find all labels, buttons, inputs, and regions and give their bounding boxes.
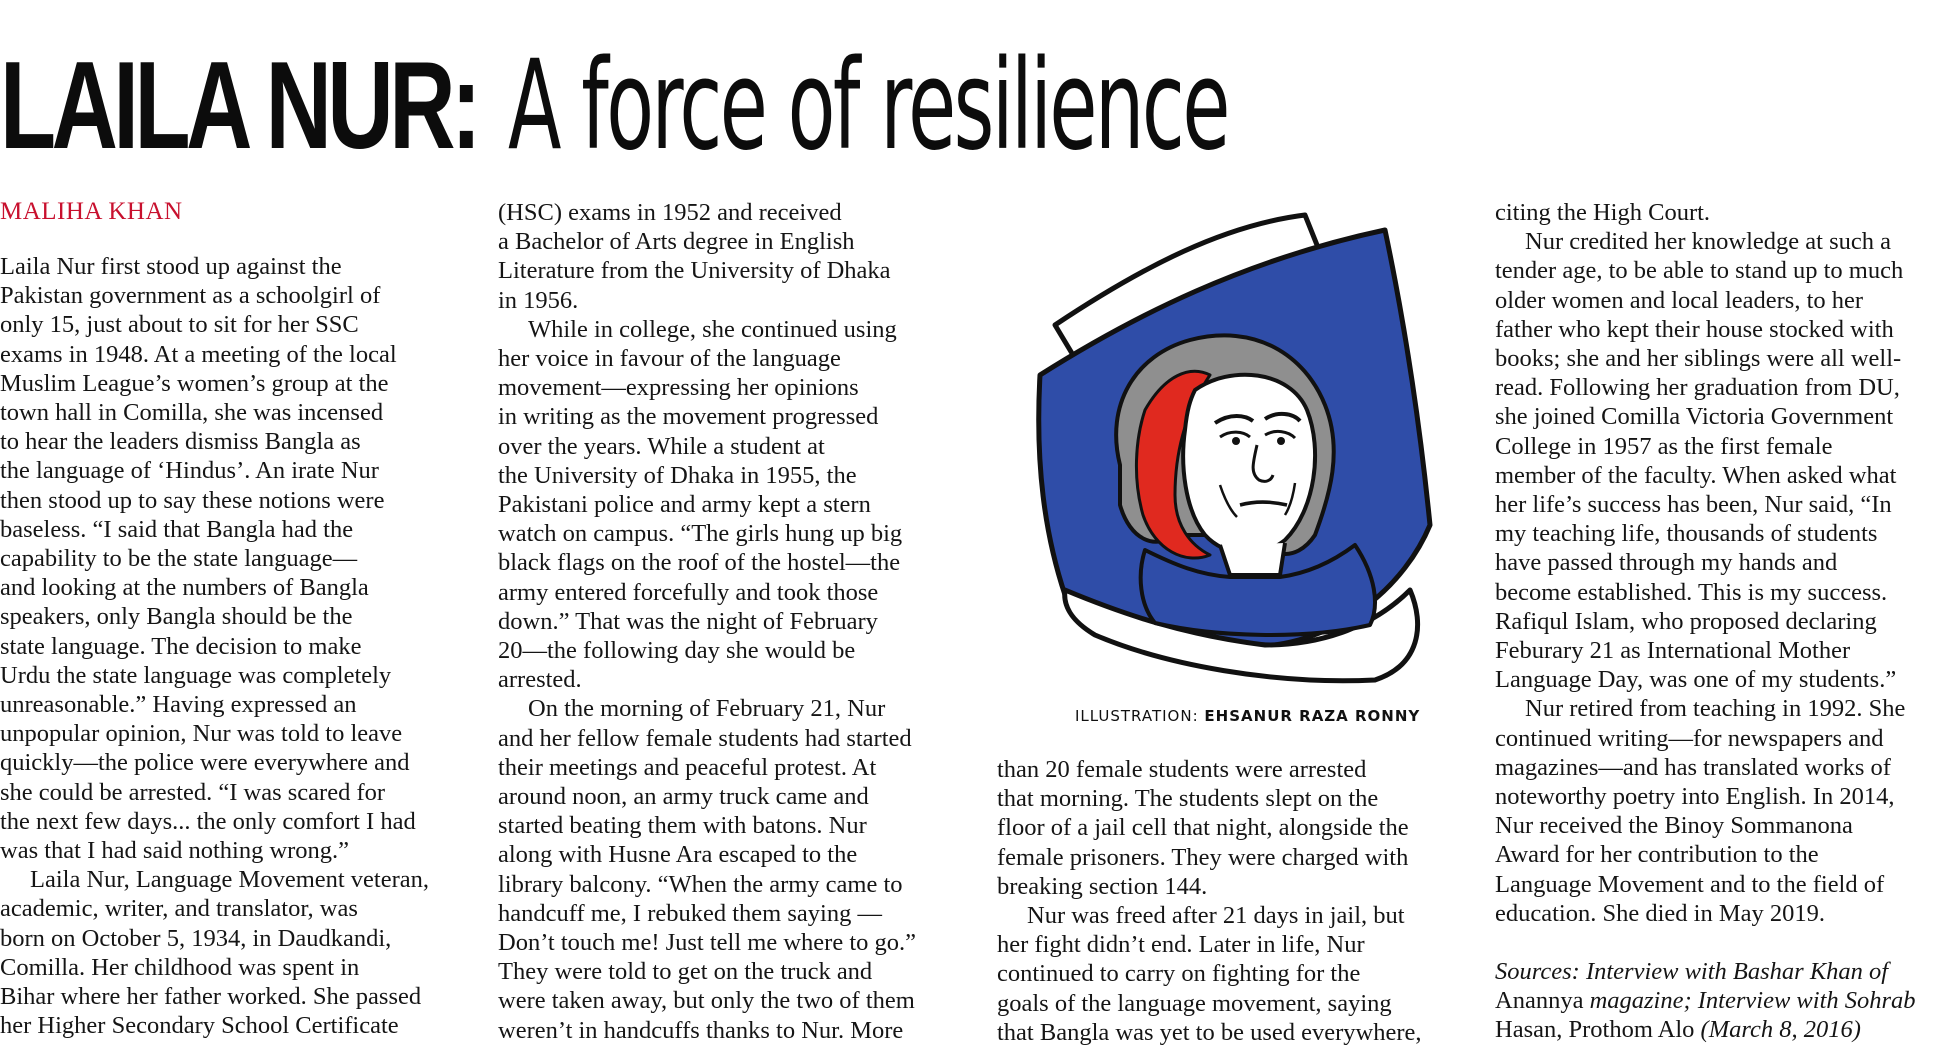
- headline: [0, 34, 1228, 178]
- caption-credit: EHSANUR RAZA RONNY: [1204, 707, 1421, 725]
- text-line: capability to be the state language—: [0, 545, 358, 573]
- text-line: then stood up to say these notions were: [0, 486, 385, 514]
- headline-subtitle: A force of resilience: [508, 34, 1228, 178]
- text-line: exams in 1948. At a meeting of the local: [0, 340, 397, 368]
- text-line: was that I had said nothing wrong.”: [0, 837, 350, 865]
- text-line: floor of a jail cell that night, alongside the: [997, 814, 1409, 842]
- article-column-4: [1495, 198, 1916, 1045]
- text-line: weren’t in handcuffs thanks to Nur. More: [498, 1016, 904, 1044]
- headline-name: LAILA NUR:: [0, 37, 478, 175]
- text-line: 20—the following day she would be: [498, 637, 856, 665]
- text-line: state language. The decision to make: [0, 632, 362, 660]
- spacer: [1495, 928, 1916, 957]
- text-line: the University of Dhaka in 1955, the: [498, 461, 857, 489]
- text-line: They were told to get on the truck and: [498, 958, 873, 986]
- text-line: only 15, just about to sit for her SSC: [0, 311, 359, 339]
- text-line: have passed through my hands and: [1495, 549, 1838, 577]
- caption-label: ILLUSTRATION:: [1075, 707, 1199, 725]
- text-line: unpopular opinion, Nur was told to leave: [0, 720, 403, 748]
- text-line: black flags on the roof of the hostel—the: [498, 549, 901, 577]
- text-line: the next few days... the only comfort I had: [0, 807, 416, 835]
- text-line: Pakistan government as a schoolgirl of: [0, 282, 381, 310]
- text-line: baseless. “I said that Bangla had the: [0, 515, 354, 543]
- text-line: in 1956.: [498, 286, 579, 314]
- text-line: started beating them with batons. Nur: [498, 812, 867, 840]
- sources-publication: Anannya: [1495, 987, 1584, 1015]
- text-line: unreasonable.” Having expressed an: [0, 691, 357, 719]
- sources-line-3: [1495, 1015, 1916, 1044]
- text-line: Nur retired from teaching in 1992. She: [1525, 695, 1906, 723]
- text-line: continued to carry on fighting for the: [997, 960, 1361, 988]
- text-line: Feburary 21 as International Mother: [1495, 637, 1851, 665]
- text-line: Don’t touch me! Just tell me where to go.”: [498, 929, 916, 957]
- text-line: to hear the leaders dismiss Bangla as: [0, 428, 361, 456]
- sources-text: magazine; Interview with Sohrab: [1583, 987, 1916, 1015]
- text-line: goals of the language movement, saying: [997, 989, 1392, 1017]
- text-line: Award for her contribution to the: [1495, 841, 1819, 869]
- text-line: Rafiqul Islam, who proposed declaring: [1495, 607, 1877, 635]
- text-line: Literature from the University of Dhaka: [498, 257, 891, 285]
- text-line: Comilla. Her childhood was spent in: [0, 953, 360, 981]
- text-line: her fight didn’t end. Later in life, Nur: [997, 931, 1365, 959]
- text-line: Nur credited her knowledge at such a: [1525, 228, 1891, 256]
- text-line: the language of ‘Hindus’. An irate Nur: [0, 457, 379, 485]
- text-line: While in college, she continued using: [528, 315, 897, 343]
- text-line: movement—expressing her opinions: [498, 374, 859, 402]
- text-line: citing the High Court.: [1495, 199, 1711, 226]
- text-line: read. Following her graduation from DU,: [1495, 374, 1900, 402]
- text-line: my teaching life, thousands of students: [1495, 520, 1878, 548]
- text-line: education. She died in May 2019.: [1495, 899, 1826, 927]
- text-line: female prisoners. They were charged with: [997, 843, 1409, 871]
- article-column-2: [498, 198, 916, 1045]
- text-line: breaking section 144.: [997, 872, 1208, 900]
- text-line: her life’s success has been, Nur said, “In: [1495, 491, 1892, 519]
- text-line: town hall in Comilla, she was incensed: [0, 399, 384, 427]
- text-line: along with Husne Ara escaped to the: [498, 841, 858, 869]
- article-column-3: [997, 755, 1422, 1047]
- text-line: Muslim League’s women’s group at the: [0, 369, 389, 397]
- text-line: Urdu the state language was completely: [0, 661, 392, 689]
- text-line: a Bachelor of Arts degree in English: [498, 228, 855, 256]
- text-line: than 20 female students were arrested: [997, 756, 1367, 783]
- text-line: academic, writer, and translator, was: [0, 895, 358, 923]
- text-line: were taken away, but only the two of them: [498, 987, 915, 1015]
- text-line: and looking at the numbers of Bangla: [0, 574, 369, 602]
- text-line: Bihar where her father worked. She passed: [0, 983, 422, 1011]
- text-line: magazines—and has translated works of: [1495, 753, 1891, 781]
- text-line: their meetings and peaceful protest. At: [498, 753, 877, 781]
- text-line: watch on campus. “The girls hung up big: [498, 520, 903, 548]
- text-line: Nur received the Binoy Sommanona: [1495, 812, 1853, 840]
- text-line: she could be arrested. “I was scared for: [0, 778, 386, 806]
- text-line: Laila Nur first stood up against the: [0, 253, 342, 280]
- text-line: older women and local leaders, to her: [1495, 286, 1864, 314]
- text-line: tender age, to be able to stand up to much: [1495, 257, 1904, 285]
- text-line: member of the faculty. When asked what: [1495, 461, 1897, 489]
- sources-name: Hasan,: [1495, 1016, 1563, 1044]
- text-line: quickly—the police were everywhere and: [0, 749, 410, 777]
- text-line: father who kept their house stocked with: [1495, 315, 1894, 343]
- sources-date: (March 8, 2016): [1694, 1016, 1861, 1044]
- text-line: books; she and her siblings were all well-: [1495, 345, 1902, 373]
- sources-line-2: [1495, 986, 1916, 1015]
- text-line: Nur was freed after 21 days in jail, but: [1027, 902, 1405, 930]
- text-line: College in 1957 as the first female: [1495, 432, 1833, 460]
- text-line: she joined Comilla Victoria Government: [1495, 403, 1894, 431]
- text-line: Language Day, was one of my students.”: [1495, 666, 1897, 694]
- text-line: Language Movement and to the field of: [1495, 870, 1885, 898]
- text-line: noteworthy poetry into English. In 2014,: [1495, 783, 1895, 811]
- portrait-illustration: [1025, 205, 1435, 695]
- text-line: Pakistani police and army kept a stern: [498, 491, 871, 519]
- text-line: Laila Nur, Language Movement veteran,: [30, 866, 430, 894]
- article-column-1: [0, 252, 429, 1040]
- illustration-caption: [1075, 707, 1420, 725]
- text-line: her Higher Secondary School Certificate: [0, 1012, 399, 1040]
- text-line: around noon, an army truck came and: [498, 783, 869, 811]
- sources-line-1: [1495, 957, 1916, 986]
- text-line: army entered forcefully and took those: [498, 578, 879, 606]
- text-line: arrested.: [498, 666, 582, 694]
- text-line: her voice in favour of the language: [498, 345, 841, 373]
- text-line: handcuff me, I rebuked them saying —: [498, 899, 882, 927]
- text-line: down.” That was the night of February: [498, 607, 878, 635]
- text-line: (HSC) exams in 1952 and received: [498, 199, 842, 226]
- sources-text: Sources: Interview with Bashar Khan of: [1495, 958, 1889, 986]
- text-line: that morning. The students slept on the: [997, 785, 1379, 813]
- text-line: and her fellow female students had started: [498, 724, 912, 752]
- text-line: speakers, only Bangla should be the: [0, 603, 353, 631]
- text-line: On the morning of February 21, Nur: [528, 695, 886, 723]
- text-line: born on October 5, 1934, in Daudkandi,: [0, 924, 392, 952]
- text-line: library balcony. “When the army came to: [498, 870, 903, 898]
- byline: MALIHA KHAN: [0, 198, 183, 225]
- text-line: become established. This is my success.: [1495, 578, 1888, 606]
- text-line: continued writing—for newspapers and: [1495, 724, 1884, 752]
- text-line: in writing as the movement progressed: [498, 403, 879, 431]
- text-line: that Bangla was yet to be used everywhere,: [997, 1018, 1422, 1046]
- sources-publication: Prothom Alo: [1562, 1016, 1695, 1044]
- text-line: over the years. While a student at: [498, 432, 825, 460]
